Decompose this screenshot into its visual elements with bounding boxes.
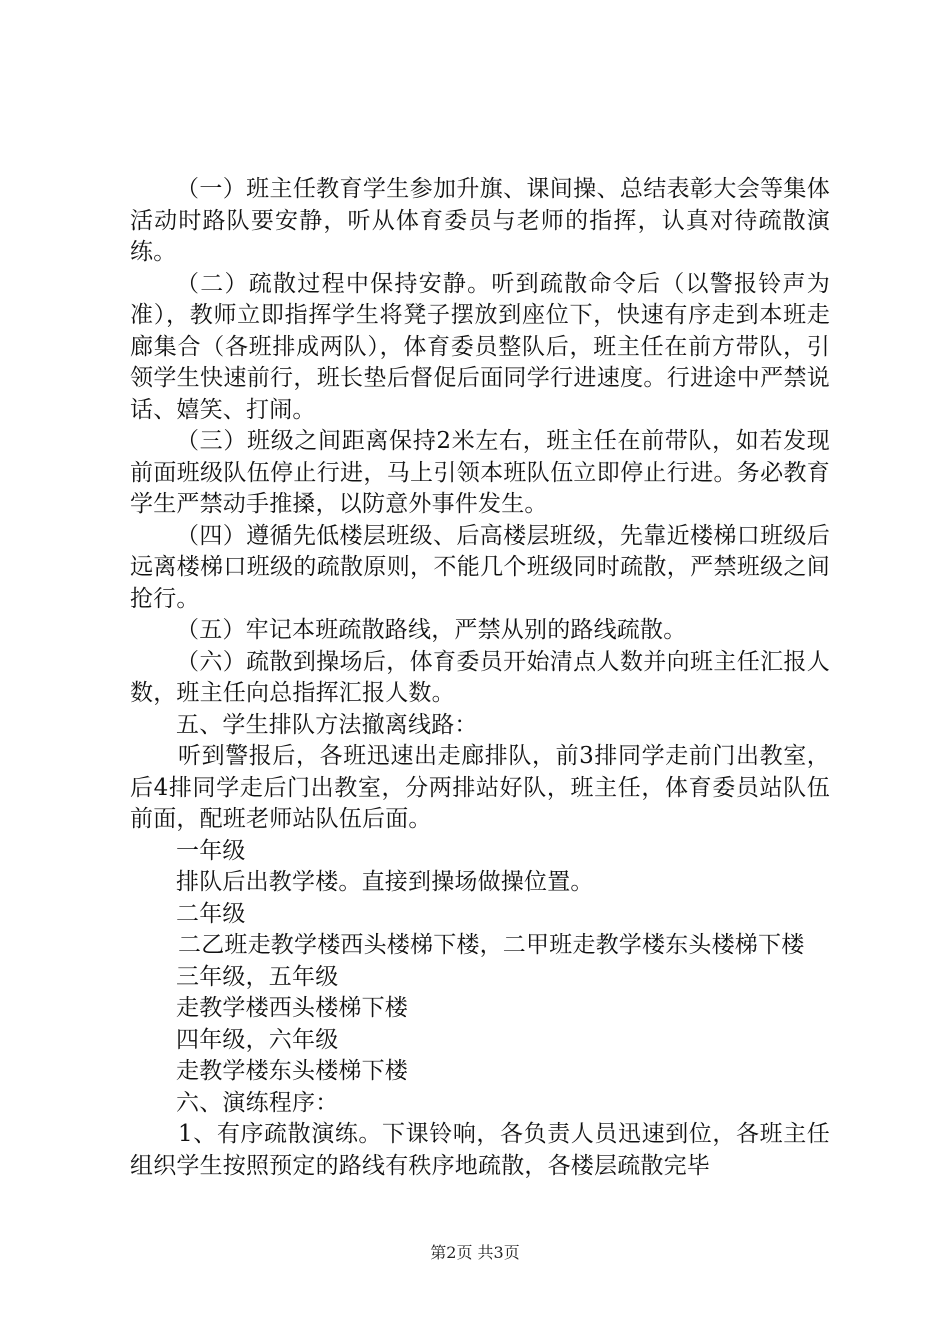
document-body: [130, 174, 830, 1182]
paragraph-8: 1、有序疏散演练。下课铃响，各负责人员迅速到位，各班主任组织学生按照预定的路线有秩序地疏散，各楼层疏散完毕: [130, 1121, 830, 1179]
paragraph-5: （五）牢记本班疏散路线，严禁从别的路线疏散。: [176, 617, 687, 643]
page-footer: 第2页 共3页: [430, 1243, 520, 1262]
grade-1-label: 一年级: [176, 837, 246, 864]
grade-2-label: 二年级: [176, 900, 246, 927]
paragraph-7: 听到警报后，各班迅速出走廊排队，前3排同学走前门出教室，后4排同学走后门出教室，分两排站好队，班主任，体育委员站队伍前面，配班老师站队伍后面。: [130, 743, 830, 832]
grade-1-route: 排队后出教学楼。直接到操场做操位置。: [176, 869, 594, 895]
section-heading-5: 五、学生排队方法撤离线路：: [176, 711, 478, 738]
paragraph-2: （二）疏散过程中保持安静。听到疏散命令后（以警报铃声为准），教师立即指挥学生将凳子摆放到座位下，快速有序走到本班走廊集合（各班排成两队），体育委员整队后，班主任在前方带队，引领学生快速前行，班长垫后督促后面同学行进速度。行进途中严禁说话、嬉笑、打闹。: [130, 270, 830, 423]
grade-3-5-label: 三年级，五年级: [176, 963, 339, 990]
grade-3-5-route: 走教学楼西头楼梯下楼: [176, 995, 408, 1021]
paragraph-1: （一）班主任教育学生参加升旗、课间操、总结表彰大会等集体活动时路队要安静，听从体育委员与老师的指挥，认真对待疏散演练。: [130, 176, 830, 265]
paragraph-3: （三）班级之间距离保持2米左右，班主任在前带队，如若发现前面班级队伍停止行进，马上引领本班队伍立即停止行进。务必教育学生严禁动手推搡，以防意外事件发生。: [130, 428, 830, 517]
paragraph-4: （四）遵循先低楼层班级、后高楼层班级，先靠近楼梯口班级后远离楼梯口班级的疏散原则，不能几个班级同时疏散，严禁班级之间抢行。: [130, 522, 830, 612]
grade-2-route: 二乙班走教学楼西头楼梯下楼，二甲班走教学楼东头楼梯下楼: [178, 932, 805, 958]
grade-4-6-label: 四年级，六年级: [176, 1026, 339, 1053]
section-heading-6: 六、演练程序：: [176, 1089, 339, 1116]
grade-4-6-route: 走教学楼东头楼梯下楼: [176, 1058, 408, 1084]
paragraph-6: （六）疏散到操场后，体育委员开始清点人数并向班主任汇报人数，班主任向总指挥汇报人数。: [130, 648, 830, 706]
